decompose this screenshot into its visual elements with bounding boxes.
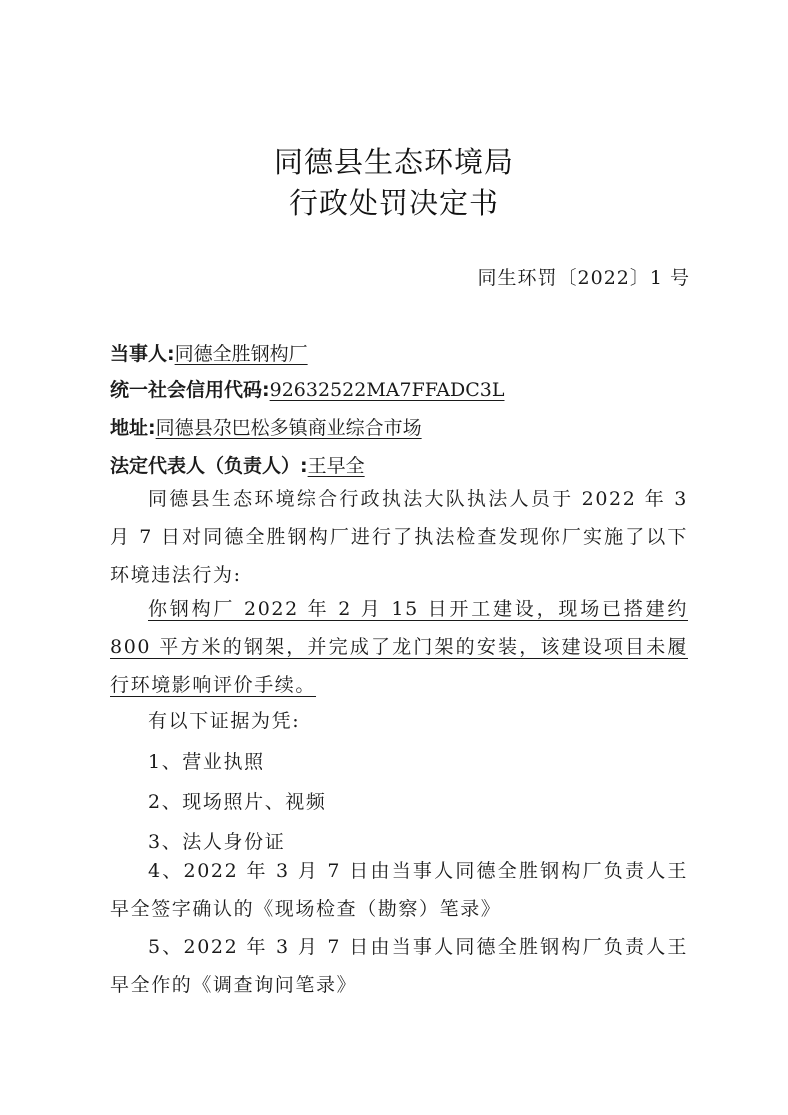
evidence-intro: 有以下证据为凭:	[148, 710, 301, 732]
address-label: 地址:	[110, 417, 156, 439]
document-number: 同生环罚〔2022〕1 号	[477, 267, 690, 289]
agency-title: 同德县生态环境局	[273, 145, 514, 179]
evidence-item: 3、法人身份证	[148, 831, 286, 853]
party-value: 同德全胜钢构厂	[174, 343, 308, 365]
violation-paragraph: 你钢构厂 2022 年 2 月 15 日开工建设，现场已搭建约 800 平方米的钢架，并完成了龙门架的安装，该建设项目未履行环境影响评价手续。	[110, 598, 688, 696]
party-label: 当事人:	[110, 343, 175, 365]
legal-rep-value: 王早全	[307, 455, 365, 477]
legal-rep-field	[110, 451, 365, 478]
evidence-item: 5、2022 年 3 月 7 日由当事人同德全胜钢构厂负责人王早全作的《调查询问笔录》	[110, 936, 688, 996]
credit-code-value: 92632522MA7FFADC3L	[269, 379, 505, 401]
evidence-item: 4、2022 年 3 月 7 日由当事人同德全胜钢构厂负责人王早全签字确认的《现场检查（勘察）笔录》	[110, 860, 688, 920]
credit-code-field	[110, 375, 505, 402]
document-title: 行政处罚决定书	[288, 186, 499, 220]
party-field	[110, 339, 308, 366]
address-field	[110, 413, 422, 440]
intro-paragraph: 同德县生态环境综合行政执法大队执法人员于 2022 年 3 月 7 日对同德全胜钢构厂进行了执法检查发现你厂实施了以下环境违法行为:	[110, 488, 688, 586]
address-value: 同德县尕巴松多镇商业综合市场	[155, 417, 422, 439]
evidence-item: 2、现场照片、视频	[148, 791, 327, 813]
legal-rep-label: 法定代表人（负责人）:	[110, 455, 308, 477]
evidence-item: 1、营业执照	[148, 751, 265, 773]
credit-code-label: 统一社会信用代码:	[110, 379, 270, 401]
